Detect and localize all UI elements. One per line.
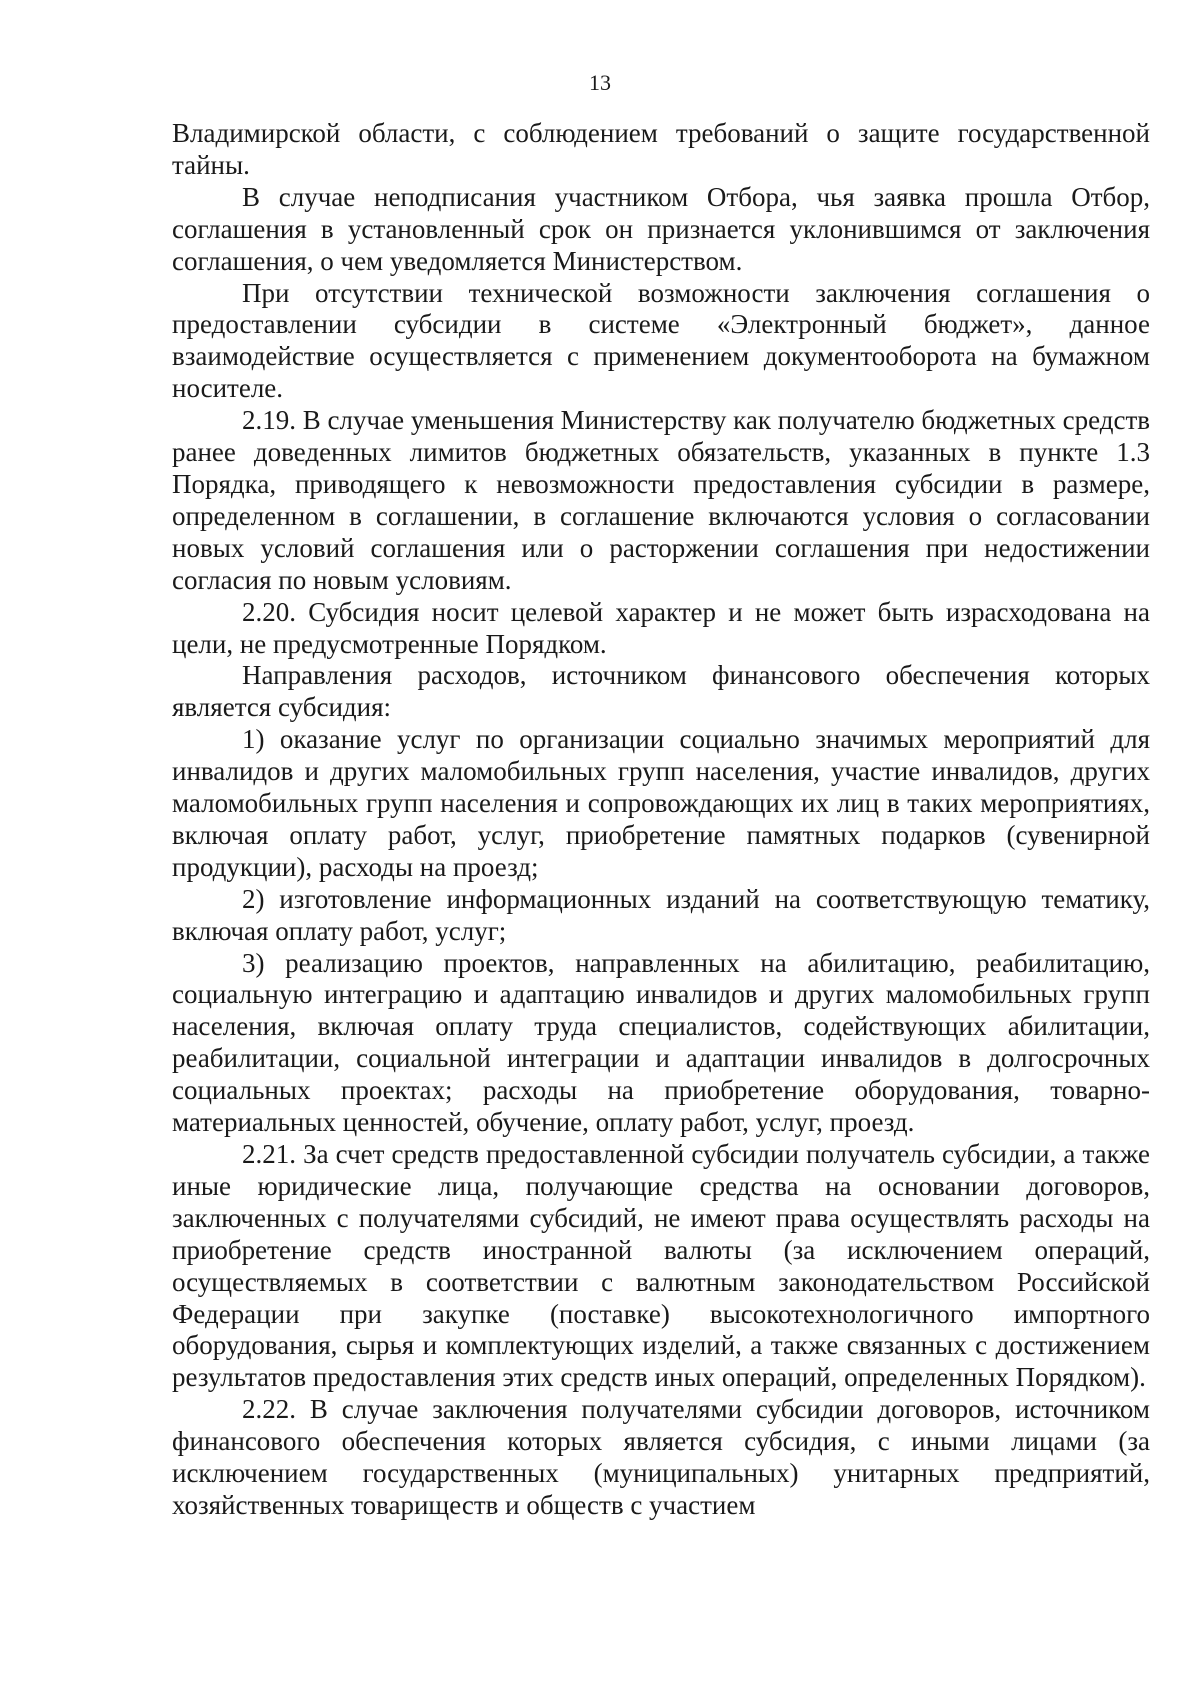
paragraph: 2.19. В случае уменьшения Министерству как получателю бюджетных средств ранее доведенных лимитов бюджетных обязательств, указанных в пункте 1.3 Порядка, приводящего к невозможности предоставления субсидии в размере, определенном в соглашении, в соглашение включаются условия о согласовании новых условий соглашения или о расторжении соглашения при недостижении согласия по новым условиям.	[172, 405, 1150, 595]
paragraph: 2.22. В случае заключения получателями субсидии договоров, источником финансового обеспечения которых является субсидия, с иными лицами (за исключением государственных (муниципальных) унитарных предприятий, хозяйственных товариществ и обществ с участием	[172, 1394, 1150, 1520]
paragraph: Владимирской области, с соблюдением требований о защите государственной тайны.	[172, 118, 1150, 180]
document-body	[172, 118, 1150, 1522]
paragraph: 3) реализацию проектов, направленных на абилитацию, реабилитацию, социальную интеграцию и адаптацию инвалидов и других маломобильных групп населения, включая оплату труда специалистов, содействующих абилитации, реабилитации, социальной интеграции и адаптации инвалидов в долгосрочных социальных проектах; расходы на приобретение оборудования, товарно-материальных ценностей, обучение, оплату работ, услуг, проезд.	[172, 947, 1150, 1138]
paragraph: 2.21. За счет средств предоставленной субсидии получатель субсидии, а также иные юридические лица, получающие средства на основании договоров, заключенных с получателями субсидий, не имеют права осуществлять расходы на приобретение средств иностранной валюты (за исключением операций, осуществляемых в соответствии с валютным законодательством Российской Федерации при закупке (поставке) высокотехнологичного импортного оборудования, сырья и комплектующих изделий, а также связанных с достижением результатов предоставления этих средств иных операций, определенных Порядком).	[172, 1139, 1150, 1393]
page-number: 13	[589, 70, 611, 95]
paragraph: При отсутствии технической возможности заключения соглашения о предоставлении субсидии в системе «Электронный бюджет», данное взаимодействие осуществляется с применением документооборота на бумажном носителе.	[172, 277, 1150, 404]
paragraph: Направления расходов, источником финансового обеспечения которых является субсидия:	[172, 660, 1150, 723]
paragraph: 2.20. Субсидия носит целевой характер и не может быть израсходована на цели, не предусмотренные Порядком.	[172, 596, 1150, 659]
paragraph: 1) оказание услуг по организации социально значимых мероприятий для инвалидов и других маломобильных групп населения, участие инвалидов, других маломобильных групп населения и сопровождающих их лиц в таких мероприятиях, включая оплату работ, услуг, приобретение памятных подарков (сувенирной продукции), расходы на проезд;	[172, 724, 1150, 882]
paragraph: В случае неподписания участником Отбора, чья заявка прошла Отбор, соглашения в установленный срок он признается уклонившимся от заключения соглашения, о чем уведомляется Министерством.	[172, 181, 1150, 276]
paragraph: 2) изготовление информационных изданий на соответствующую тематику, включая оплату работ, услуг;	[172, 883, 1150, 946]
